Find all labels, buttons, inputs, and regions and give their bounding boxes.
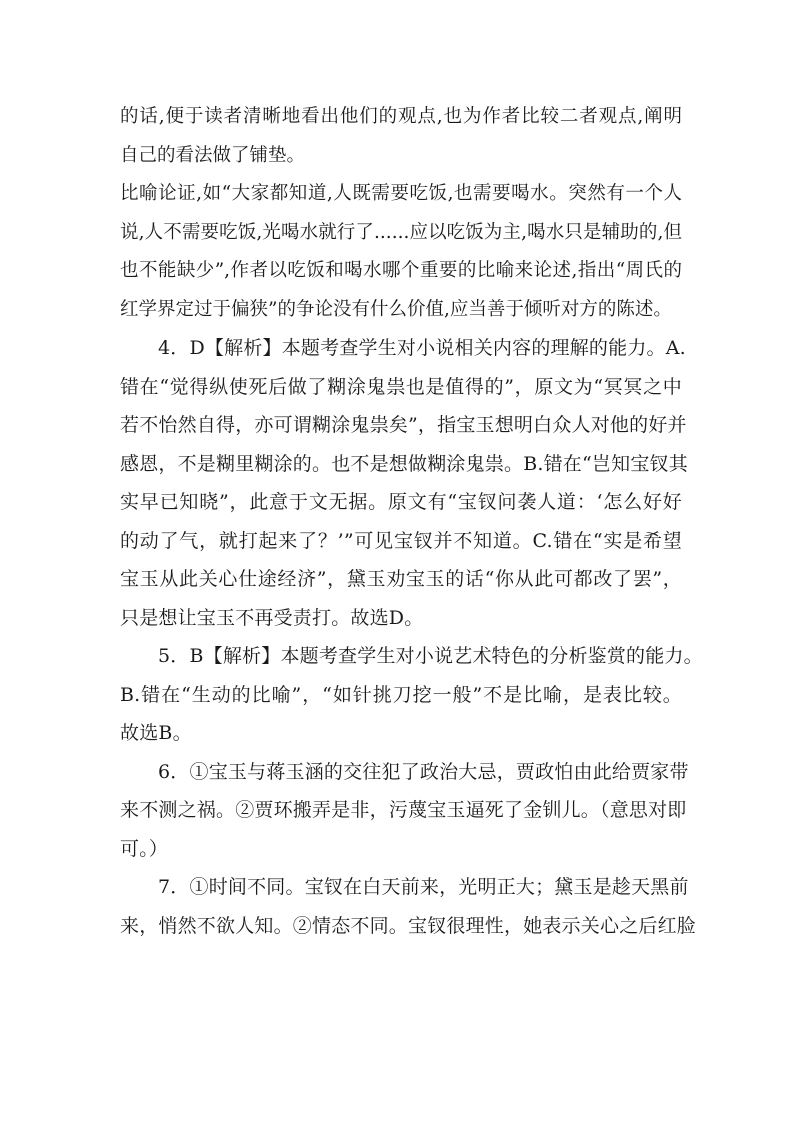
text-line: 错在“觉得纵使死后做了糊涂鬼祟也是值得的”，原文为“冥冥之中: [120, 375, 682, 398]
text-line: 来不测之祸。②贾环搬弄是非，污蔑宝玉逼死了金钏儿。（意思对即: [120, 799, 687, 821]
document-page: [120, 98, 703, 945]
text-line: 5．B【解析】本题考查学生对小说艺术特色的分析鉴赏的能力。: [158, 645, 703, 667]
text-line: B.错在“生动的比喻”，“如针挑刀挖一般”不是比喻，是表比较。: [120, 683, 682, 706]
text-line: 可。）: [120, 837, 169, 860]
text-line: 宝玉从此关心仕途经济”，黛玉劝宝玉的话“你从此可都改了罢”，: [120, 568, 682, 590]
paragraph-metaphor-argument: [120, 175, 682, 329]
paragraph-answer-4: [120, 329, 688, 637]
text-line: 自己的看法做了铺垫。: [120, 144, 306, 166]
text-line: 红学界定过于偏狭”的争论没有什么价值,应当善于倾听对方的陈述。: [120, 298, 672, 320]
text-line: 的话,便于读者清晰地看出他们的观点,也为作者比较二者观点,阐明: [120, 106, 682, 127]
text-line: 来，悄然不欲人知。②情态不同。宝钗很理性，她表示关心之后红脸: [120, 914, 697, 937]
text-line: 说,人不需要吃饭,光喝水就行了......应以吃饭为主,喝水只是辅助的,但: [120, 221, 682, 243]
text-line: 实早已知晓”，此意于文无据。原文有“宝钗问袭人道：‘怎么好好: [120, 491, 682, 513]
text-line: 4．D【解析】本题考查学生对小说相关内容的理解的能力。A.: [158, 337, 686, 359]
text-line: 感恩，不是糊里糊涂的。也不是想做糊涂鬼祟。B.错在“岂知宝钗其: [120, 452, 688, 475]
paragraph-intro: [120, 98, 682, 175]
paragraph-answer-7: [120, 868, 697, 945]
text-line: 7．①时间不同。宝钗在白天前来，光明正大；黛玉是趁天黑前: [158, 876, 689, 898]
paragraph-answer-6: [120, 753, 689, 869]
text-line: 若不怡然自得，亦可谓糊涂鬼祟矣”，指宝玉想明白众人对他的好并: [120, 414, 687, 436]
paragraph-answer-5: [120, 637, 703, 753]
text-line: 6．①宝玉与蒋玉涵的交往犯了政治大忌，贾政怕由此给贾家带: [158, 760, 689, 783]
text-line: 比喻论证,如“大家都知道,人既需要吃饭,也需要喝水。突然有一个人: [120, 183, 682, 204]
text-line: 故选B。: [120, 722, 192, 744]
text-line: 只是想让宝玉不再受责打。故选D。: [120, 606, 424, 629]
text-line: 的动了气，就打起来了？’”可见宝钗并不知道。C.错在“实是希望: [120, 529, 682, 552]
text-line: 也不能缺少”,作者以吃饭和喝水哪个重要的比喻来论述,指出“周氏的: [120, 260, 682, 281]
